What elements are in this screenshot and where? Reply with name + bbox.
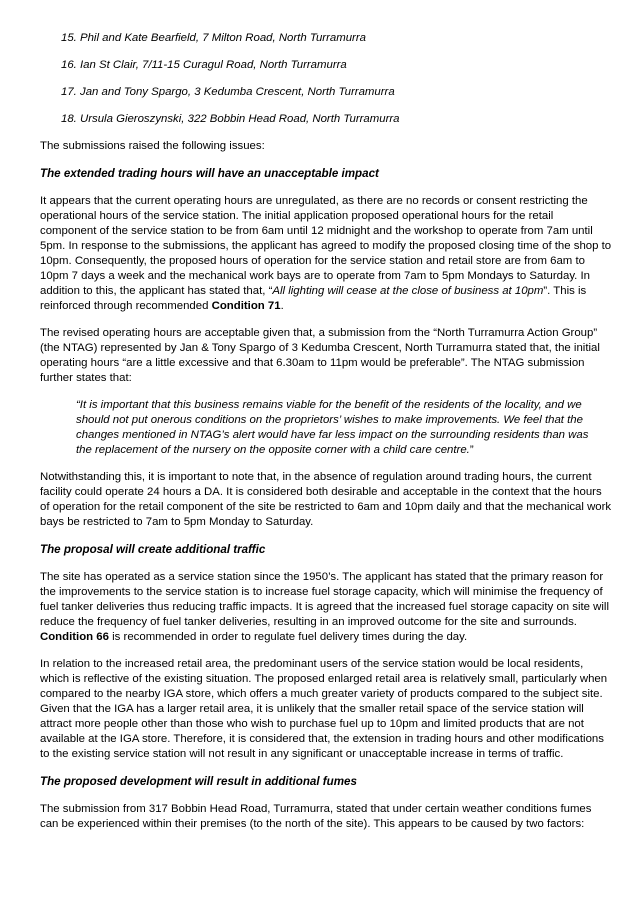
submitter-item: 16. Ian St Clair, 7/11-15 Curagul Road, North Turramurra (61, 59, 347, 71)
trading-hours-paragraph-1 (40, 194, 612, 314)
section-heading-trading-hours: The extended trading hours will have an unacceptable impact (40, 167, 379, 180)
quote-close-mark: ” (469, 444, 474, 456)
submitter-item: 17. Jan and Tony Spargo, 3 Kedumba Crescent, North Turramurra (61, 86, 395, 98)
submitter-list (40, 31, 612, 127)
lighting-quote: All lighting will cease at the close of business at 10pm (272, 285, 544, 297)
submitter-item: 15. Phil and Kate Bearfield, 7 Milton Road, North Turramurra (61, 32, 366, 44)
submitter-item: 18. Ursula Gieroszynski, 322 Bobbin Head Road, North Turramurra (61, 113, 400, 125)
paragraph-text: It appears that the current operating hours are unregulated, as there are no records or consent restricting the operational hours of the service station. The initial application proposed operational hours for the retail component of the service station to be from 6am until 12 midnight and the workshop to operate from 7am until 5pm. In response to the submissions, the applicant has agreed to modify the proposed closing time of the shop to 10pm. Consequently, the proposed hours of operation for the service station and retail store are from 6am to 10pm 7 days a week and the mechanical work bays are to operate from 7am to 5pm Mondays to Saturday. In addition to this, the applicant has stated that, “ (40, 195, 612, 297)
paragraph-text: The site has operated as a service station since the 1950’s. The applicant has stated that the primary reason for the improvements to the service station is to increase fuel storage capacity, which will minimise the frequency of fuel tanker deliveries thus reducing traffic impacts. It is agreed that the increased fuel storage capacity on site will reduce the frequency of fuel tanker deliveries, resulting in an improved outcome for the site and surrounds. (40, 571, 609, 628)
ntag-quote-block (76, 398, 604, 458)
condition-66-reference: Condition 66 (40, 631, 109, 643)
section-heading-fumes: The proposed development will result in additional fumes (40, 775, 357, 788)
traffic-paragraph-2: In relation to the increased retail area, the predominant users of the service station would be local residents, which is reflective of the existing situation. The proposed enlarged retail area is relatively small, particularly when compared to the nearby IGA store, which offers a much greater variety of products compared to the subject site. Given that the IGA has a larger retail area, it is unlikely that the smaller retail space of the service station will attract more people other than those who wish to purchase fuel up to 10pm and limited products that are not available at the IGA store. Therefore, it is considered that, the extension in trading hours and other modifications to the existing service station will not result in any significant or unacceptable increase in terms of traffic. (40, 658, 608, 760)
fumes-paragraph-1: The submission from 317 Bobbin Head Road, Turramurra, stated that under certain weather conditions fumes can be experienced within their premises (to the north of the site). This appears to be caused by two factors: (40, 803, 592, 830)
traffic-paragraph-1 (40, 570, 612, 645)
condition-71-reference: Condition 71 (211, 300, 281, 312)
intro-paragraph: The submissions raised the following issues: (40, 140, 265, 152)
paragraph-text: . (280, 300, 284, 312)
trading-hours-paragraph-3: Notwithstanding this, it is important to note that, in the absence of regulation around trading hours, the current facility could operate 24 hours a DA. It is considered both desirable and acceptable in the context that the hours of operation for the retail component of the site be restricted to 6am and 10pm daily and that the mechanical work bays be restricted to 7am to 5pm Monday to Saturday. (40, 471, 612, 528)
paragraph-text: is recommended in order to regulate fuel delivery times during the day. (108, 631, 468, 643)
trading-hours-paragraph-2: The revised operating hours are acceptable given that, a submission from the “North Turramurra Action Group” (the NTAG) represented by Jan & Tony Spargo of 3 Kedumba Crescent, North Turramurra stated that, the initial operating hours “are a little excessive and that 6.30am to 11pm would be preferable”. The NTAG submission further states that: (40, 327, 600, 384)
section-heading-traffic: The proposal will create additional traffic (40, 543, 266, 556)
paragraph-text: ”. This is reinforced through recommended (40, 285, 587, 312)
ntag-quote-text: “It is important that this business remains viable for the benefit of the residents of the locality, and we should not put onerous conditions on the proprietors’ wishes to make improvements. We feel that the changes mentioned in NTAG’s alert would have far less impact on the surrounding residents than was the replacement of the nursery on the opposite corner with a child care centre. (76, 399, 589, 456)
